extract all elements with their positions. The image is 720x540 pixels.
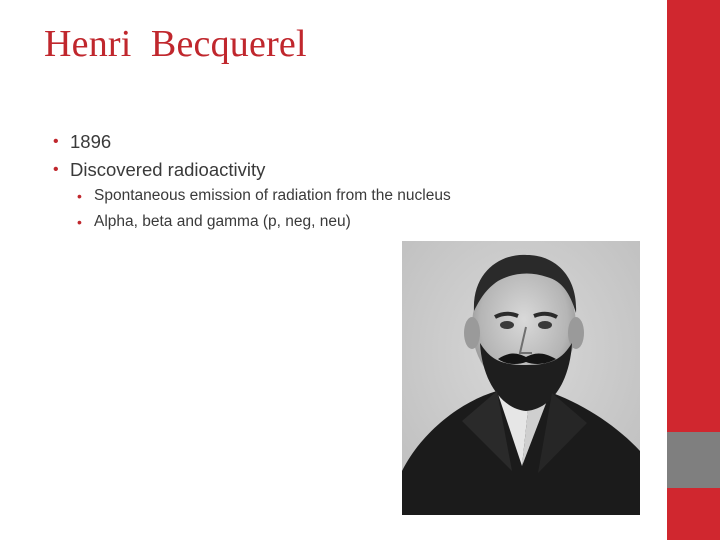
bullet-item [50,158,470,182]
bullet-text: Alpha, beta and gamma (p, neg, neu) [94,213,351,230]
portrait-photo [402,241,640,515]
sub-bullet-item [50,186,454,206]
side-accent-bar-red [667,0,720,432]
bullet-dot-icon: • [53,133,59,150]
bullet-text: Spontaneous emission of radiation from the nucleus [94,187,451,204]
sub-bullet-item [50,212,454,232]
bullet-dot-icon: • [77,188,82,204]
bullet-item [50,130,470,154]
slide-title: Henri Becquerel [44,23,307,65]
bullet-text: Discovered radioactivity [70,159,266,180]
side-accent-bar-gray [667,432,720,488]
bullet-text: 1896 [70,131,112,152]
bullet-dot-icon: • [53,161,59,178]
bullet-list [50,130,470,238]
side-accent-bar-red-bottom [667,488,720,540]
bullet-dot-icon: • [77,214,82,230]
